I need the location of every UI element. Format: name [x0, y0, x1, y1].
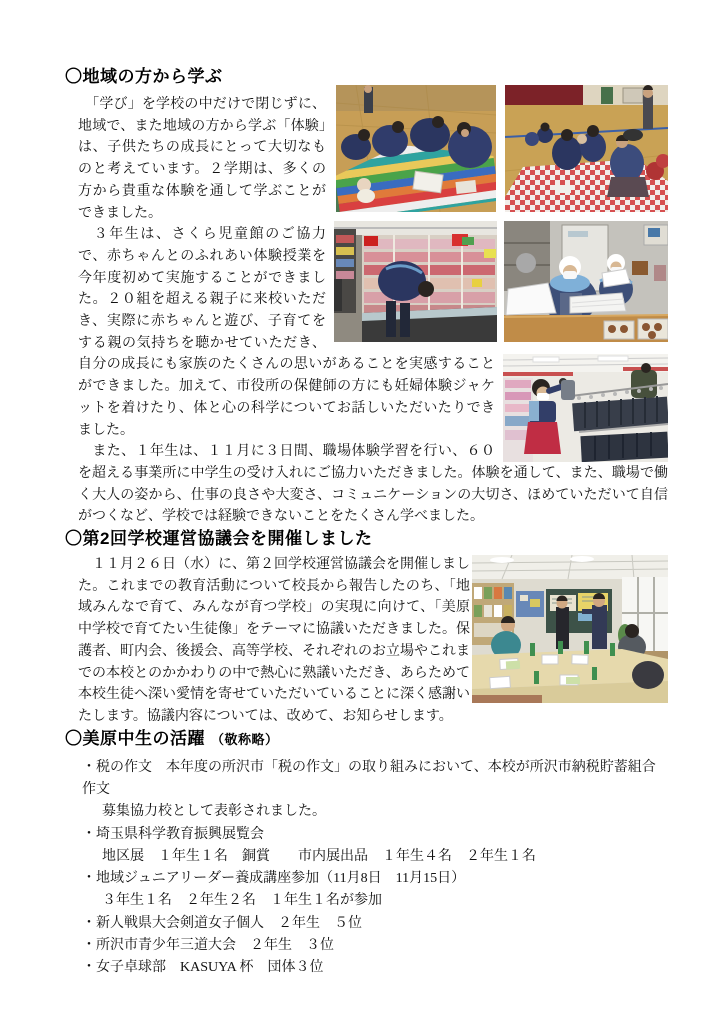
gym-checkered-mat-illustration: [505, 85, 668, 212]
photo-grid: [334, 85, 668, 354]
council-meeting-photo: [472, 555, 668, 703]
clothing-photo-wrap: [495, 354, 668, 462]
gym-checkered-mat-photo: [505, 85, 668, 212]
activities-list: [78, 757, 668, 980]
learning-section-body: [78, 94, 668, 528]
supermarket-illustration: [334, 221, 497, 342]
activity-line: ・地域ジュニアリーダー養成講座参加（11月8日 11月15日）: [82, 871, 466, 887]
section-heading-learning: 〇地域の方から学ぶ: [65, 67, 223, 86]
clothing-store-illustration: [503, 354, 668, 462]
clothing-store-photo: [503, 354, 668, 462]
activity-line: ・税の作文 本年度の所沢市「税の作文」の取り組みにおいて、本校が所沢市納税貯蓄組合作文: [82, 759, 656, 797]
section-heading-activities: [65, 728, 668, 751]
bakery-illustration: [504, 221, 668, 342]
meeting-photo-wrap: [470, 554, 668, 708]
learning-paragraph-3: また、１年生は、１１月に３日間、職場体験学習を行い、６０を超える事業所に中学生の受け入れにご協力いただきました。体験を通して、また、職場で働く大人の姿から、仕事の良さや大変さ、コミュニケーションの大切さ、ほめていただいて自信がつくなど、学校では経験できないことをたくさん学べました。: [78, 444, 668, 525]
activity-line: ・所沢市青少年三道大会 ２年生 ３位: [82, 938, 334, 954]
council-meeting-illustration: [472, 555, 668, 703]
section-heading-council: 〇第2回学校運営協議会を開催しました: [65, 529, 373, 549]
supermarket-work-photo: [334, 221, 497, 342]
activity-line: ・埼玉県科学教育振興展覧会: [82, 826, 264, 842]
activity-line: 募集協力校として表彰されました。: [102, 804, 326, 820]
activities-heading-note: （敬称略）: [211, 731, 279, 747]
activity-line: ３年生１名 ２年生２名 １年生１名が参加: [102, 893, 382, 909]
learning-paragraph-1: 「学び」を学校の中だけで閉じずに、地域で、また地域の方から学ぶ「体験」は、子供たちの成長にとって大切なものと考えています。２学期は、多くの方から貴重な体験を通して学ぶことができました。: [78, 97, 326, 221]
gym-baby-play-illustration: [336, 85, 496, 212]
activity-line: ・新人戦県大会剣道女子個人 ２年生 ５位: [82, 915, 362, 931]
council-paragraph: １１月２６日（水）に、第２回学校運営協議会を開催しました。これまでの教育活動について校長から報告したのち、「地域みんなで育て、みんなが育つ学校」の実現に向けて、「美原中学校で育てたい生徒像」をテーマに協議いただきました。保護者、町内会、後援会、高等学校、それぞれのお立場やこれまでの本校とのかかわりの中で熱心に熟議いただき、あらためて本校生徒へ深い愛情を寄せていただいていることに深く感謝いたします。協議内容については、改めて、お知らせします。: [78, 557, 470, 724]
activities-heading-text: 〇美原中生の活躍: [65, 728, 205, 748]
bakery-work-photo: [504, 221, 668, 342]
council-section-body: [78, 554, 668, 728]
activity-line: ・女子卓球部 KASUYA 杯 団体３位: [82, 960, 324, 976]
gym-baby-play-photo: [336, 85, 496, 212]
activity-line: 地区展 １年生１名 銅賞 市内展出品 １年生４名 ２年生１名: [102, 848, 536, 864]
learning-paragraph-2: ３年生は、さくら児童館のご協力で、赤ちゃんとのふれあい体験授業を今年度初めて実施することができました。２０組を超える親子に来校いただき、実際に赤ちゃんと遊び、子育てをする親の気持ちを聴かせていただき、自分の成長にも家族のたくさんの思いがあることを実感することができました。加えて、市役所の保健師の方にも妊婦体験ジャケットを着けたり、体と心の科学についてお話しいただいたりできました。: [78, 227, 495, 438]
